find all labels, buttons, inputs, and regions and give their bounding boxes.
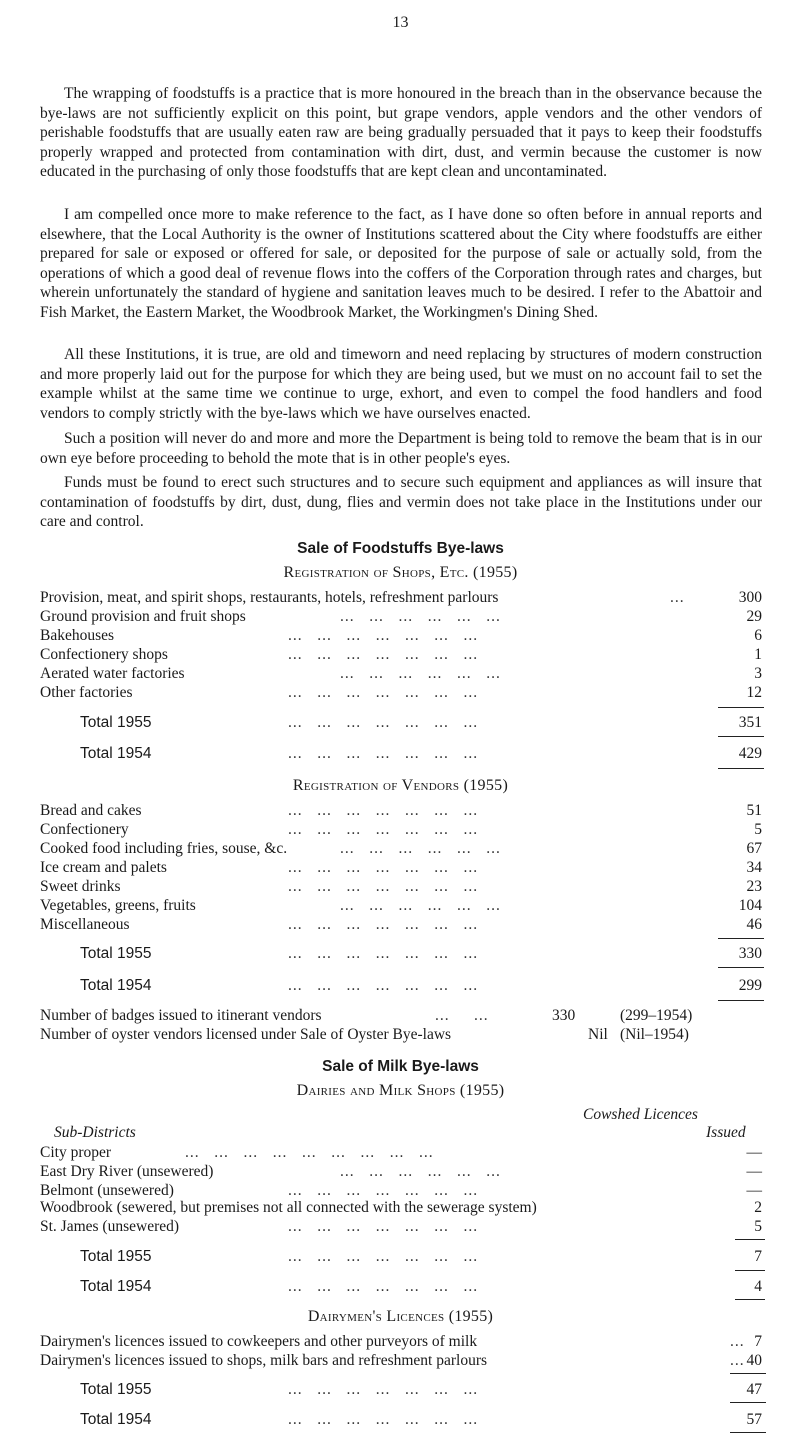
table-row: Dairymen's licences issued to shops, milk bars and refreshment parlours ... 40 xyxy=(40,1352,762,1369)
milk-heading: Sale of Milk Bye-laws xyxy=(322,1058,479,1075)
total-label: Total 1955 xyxy=(80,714,152,731)
divider xyxy=(718,967,764,968)
total-value: 47 xyxy=(746,1381,762,1398)
table-row: Dairymen's licences issued to cowkeepers and other purveyors of milk ... 7 xyxy=(40,1333,762,1350)
total-value: 351 xyxy=(738,714,762,731)
dairymen-subheading: Dairymen's Licences (1955) xyxy=(307,1308,494,1325)
row-label: Confectionery xyxy=(40,821,129,838)
column-header-cowshed: Cowshed Licences xyxy=(583,1106,698,1123)
total-label: Total 1954 xyxy=(80,977,152,994)
table-row: Belmont (unsewered) ... ... ... ... ... ... ... — xyxy=(40,1182,762,1199)
row-value: Nil xyxy=(588,1026,608,1043)
divider xyxy=(718,707,764,708)
row-label: St. James (unsewered) xyxy=(40,1218,180,1235)
row-label: Ground provision and fruit shops xyxy=(40,608,246,625)
total-value: 429 xyxy=(738,745,762,762)
total-row: Total 1954 ... ... ... ... ... ... ... 429 xyxy=(80,745,762,762)
total-row: Total 1955 ... ... ... ... ... ... ... 330 xyxy=(80,945,762,962)
total-value: 57 xyxy=(746,1411,762,1428)
table-row: Bakehouses ... ... ... ... ... ... ... 6 xyxy=(40,627,762,644)
oyster-row xyxy=(40,1025,770,1044)
row-value: — xyxy=(746,1144,762,1161)
divider xyxy=(730,1373,766,1374)
row-label: Other factories xyxy=(40,684,133,701)
row-label: Miscellaneous xyxy=(40,916,130,933)
dairies-subheading: Dairies and Milk Shops (1955) xyxy=(296,1082,505,1099)
total-value: 4 xyxy=(754,1278,762,1295)
total-label: Total 1954 xyxy=(80,1411,152,1428)
table-row: Confectionery ... ... ... ... ... ... ... 5 xyxy=(40,821,762,838)
total-value: 330 xyxy=(738,945,762,962)
paragraph-funds: Funds must be found to erect such structures and to secure such equipment and appliances as will insure that contamination of foodstuffs by dirt, dust, dung, flies and vermin does not take place in the Institutions under our care and control. xyxy=(40,474,762,530)
row-label: Belmont (unsewered) xyxy=(40,1182,174,1199)
foodstuffs-heading: Sale of Foodstuffs Bye-laws xyxy=(297,540,504,557)
total-row: Total 1955 ... ... ... ... ... ... ... 351 xyxy=(80,714,762,731)
row-label: Aerated water factories xyxy=(40,665,185,682)
table-row: Provision, meat, and spirit shops, restaurants, hotels, refreshment parlours ... 300 xyxy=(40,589,762,606)
row-label: Dairymen's licences issued to cowkeepers and other purveyors of milk xyxy=(40,1333,478,1350)
table-row: City proper ... ... ... ... ... ... ... ... ... — xyxy=(40,1144,762,1161)
vendors-subheading: Registration of Vendors (1955) xyxy=(292,777,509,794)
table-row: Aerated water factories ... ... ... ... ... ... 3 xyxy=(40,665,762,682)
divider xyxy=(730,1432,766,1433)
row-value: — xyxy=(746,1182,762,1199)
table-row: East Dry River (unsewered) ... ... ... ... ... ... — xyxy=(40,1163,762,1180)
row-label: Vegetables, greens, fruits xyxy=(40,897,196,914)
total-label: Total 1955 xyxy=(80,1381,152,1398)
total-label: Total 1954 xyxy=(80,1278,152,1295)
row-label: Ice cream and palets xyxy=(40,859,167,876)
table-row: Ice cream and palets ... ... ... ... ... ... ... 34 xyxy=(40,859,762,876)
table-row: Vegetables, greens, fruits ... ... ... ... ... ... 104 xyxy=(40,897,762,914)
row-value: 5 xyxy=(754,821,762,838)
row-value: 300 xyxy=(738,589,762,606)
row-value: 46 xyxy=(746,916,762,933)
page-number: 13 xyxy=(392,14,409,31)
row-value: 34 xyxy=(746,859,762,876)
row-value: 29 xyxy=(746,608,762,625)
row-value: 23 xyxy=(746,878,762,895)
row-value: 40 xyxy=(746,1352,762,1369)
table-row xyxy=(40,1198,770,1217)
divider xyxy=(735,1299,765,1300)
paragraph-beam: Such a position will never do and more and more the Department is being told to remove the beam that is in our own eye before proceeding to behold the mote that is in other people's eyes. xyxy=(40,430,762,467)
paragraph-institutions: I am compelled once more to make reference to the fact, as I have done so often before in annual reports and elsewhere, that the Local Authority is the owner of Institutions scattered about the City where foodstuffs are either prepared for sale or exposed or offered for sale, or deposited for the purpose of sale or actually sold, from the operations of which a good deal of revenue flows into the coffers of the Corporation through rates and charges, but wherein unfortunately the standard of hygiene and sanitation leaves much to be desired. I refer to the Abattoir and Fish Market, the Eastern Market, the Woodbrook Market, the Workingmen's Dining Shed. xyxy=(40,206,762,321)
shops-subheading: Registration of Shops, Etc. (1955) xyxy=(283,564,518,581)
row-value: — xyxy=(746,1163,762,1180)
divider xyxy=(718,938,764,939)
total-label: Total 1955 xyxy=(80,1248,152,1265)
row-value: 1 xyxy=(754,646,762,663)
total-row: Total 1955 ... ... ... ... ... ... ... 7 xyxy=(80,1248,762,1265)
row-label: Confectionery shops xyxy=(40,646,168,663)
divider xyxy=(735,1239,765,1240)
total-label: Total 1954 xyxy=(80,745,152,762)
divider xyxy=(735,1270,765,1271)
row-label: Cooked food including fries, souse, &c. xyxy=(40,840,288,857)
table-row: Cooked food including fries, souse, &c. ... ... ... ... ... ... 67 xyxy=(40,840,762,857)
row-note: (299–1954) xyxy=(620,1007,693,1024)
row-value: 330 xyxy=(552,1007,576,1024)
row-value: 7 xyxy=(754,1333,762,1350)
row-label: Bread and cakes xyxy=(40,802,142,819)
total-row: Total 1955 ... ... ... ... ... ... ... 47 xyxy=(80,1381,762,1398)
row-value: 6 xyxy=(754,627,762,644)
table-row: Confectionery shops ... ... ... ... ... ... ... 1 xyxy=(40,646,762,663)
column-header-issued: Issued xyxy=(706,1124,746,1141)
badges-row: Number of badges issued to itinerant vendors ... ... 330 (299–1954) xyxy=(40,1007,693,1024)
row-value: 67 xyxy=(746,840,762,857)
divider xyxy=(718,1000,764,1001)
table-row: Ground provision and fruit shops ... ... ... ... ... ... 29 xyxy=(40,608,762,625)
total-value: 299 xyxy=(738,977,762,994)
row-label: East Dry River (unsewered) xyxy=(40,1163,214,1180)
row-label: City proper xyxy=(40,1144,112,1161)
total-row: Total 1954 ... ... ... ... ... ... ... 299 xyxy=(80,977,762,994)
divider xyxy=(718,768,764,769)
divider xyxy=(730,1402,766,1403)
row-label: Provision, meat, and spirit shops, restaurants, hotels, refreshment parlours xyxy=(40,589,499,606)
divider xyxy=(718,736,764,737)
row-value: 12 xyxy=(746,684,762,701)
row-label: Number of oyster vendors licensed under Sale of Oyster Bye-laws xyxy=(40,1026,452,1043)
row-label: Dairymen's licences issued to shops, milk bars and refreshment parlours xyxy=(40,1352,488,1369)
table-row: Bread and cakes ... ... ... ... ... ... ... 51 xyxy=(40,802,762,819)
total-label: Total 1955 xyxy=(80,945,152,962)
total-row: Total 1954 ... ... ... ... ... ... ... 4 xyxy=(80,1278,762,1295)
row-value: 51 xyxy=(746,802,762,819)
row-label: Sweet drinks xyxy=(40,878,121,895)
table-row: Sweet drinks ... ... ... ... ... ... ... 23 xyxy=(40,878,762,895)
table-row: Other factories ... ... ... ... ... ... ... 12 xyxy=(40,684,762,701)
row-value: 2 xyxy=(754,1199,762,1216)
paragraph-wrapping: The wrapping of foodstuffs is a practice that is more honoured in the breach than in the observance because the bye-laws are not sufficiently explicit on this point, but grape vendors, apple vendors and the other vendors of perishable foodstuffs that are usually eaten raw are being gradually persuaded that it pays to keep their foodstuffs properly wrapped and protected from contamination with dirt, dust, and vermin because the customer is now educated in the purchasing of only those foodstuffs that are kept clean and uncontaminated. xyxy=(40,85,762,180)
total-row: Total 1954 ... ... ... ... ... ... ... 57 xyxy=(80,1411,762,1428)
column-header-subdistricts: Sub-Districts xyxy=(54,1124,136,1141)
row-label: Woodbrook (sewered, but premises not all connected with the sewerage system) xyxy=(40,1199,537,1216)
table-row: St. James (unsewered) ... ... ... ... ... ... ... 5 xyxy=(40,1218,762,1235)
row-value: 3 xyxy=(754,665,762,682)
row-note: (Nil–1954) xyxy=(620,1026,689,1043)
paragraph-timeworn: All these Institutions, it is true, are old and timeworn and need replacing by structures of modern construction and more properly laid out for the purpose for which they are being used, but we must on no account fail to set the example whilst at the same time we continue to urge, exhort, and even to compel the food handlers and food vendors to comply strictly with the bye-laws which we have ourselves enacted. xyxy=(40,346,762,422)
total-value: 7 xyxy=(754,1248,762,1265)
row-value: 5 xyxy=(754,1218,762,1235)
row-value: 104 xyxy=(738,897,762,914)
table-row: Miscellaneous ... ... ... ... ... ... ... 46 xyxy=(40,916,762,933)
row-label: Bakehouses xyxy=(40,627,115,644)
row-label: Number of badges issued to itinerant vendors xyxy=(40,1007,322,1024)
